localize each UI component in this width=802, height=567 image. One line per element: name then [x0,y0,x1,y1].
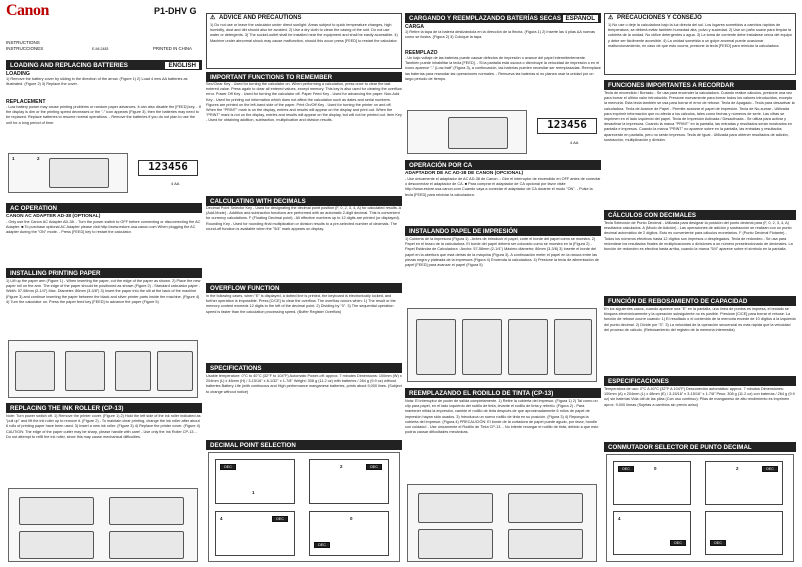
ink-text: Note: Turn power switch off. 1) Remove the printer cover. (Figure 1) 2) Hold the left side of the ink roller indicated as "pull up" and lift the ink roller up to remove it. (Figure 2) - To maintain clear printing, change the ink roller after about 6 rolls of printing paper have been used. 3) Insert a new ink roller. (Figure 3) 4) Replace the printer cover. (Figure 4) CAUTION: The edge of the paper cutter may be sharp, please handle with care! - Use only the Ink Roller CP-13. - Do not attempt to refill the ink roller, since this may cause mechanical difficulties. [6,414,201,439]
ac-text: - Only use the Canon AC Adapter AD-38. - Turn the power switch to OFF before connecting or disconnecting the AC Adapter. ■ To purchase optional AC Adapter please visit http://www.estore.usa.canon.com When plugging the AC adapter during the "ON" mode. - Press [FEED] key to restart the calculator. [6,220,201,235]
conmutador-figure [606,454,794,562]
warning-icon: ⚠ [608,15,614,21]
section-header-decimals: CALCULATING WITH DECIMALS [206,196,402,206]
section-header-conmutador: CONMUTADOR SELECTOR DE PUNTO DECIMAL [604,442,796,452]
calc-illustration-paper-2 [65,351,105,391]
section-header-rebosamiento: FUNCIÓN DE REBOSAMIENTO DE CAPACIDAD [604,296,796,306]
dp-switch-label: DEC [762,466,778,472]
column-spanish-left [405,0,601,567]
dp-value-label: 4 [618,516,621,521]
section-header-paper: INSTALLING PRINTING PAPER [6,268,202,278]
precauciones-text: 1) No use o deje la calculadora bajo la luz directa del sol. Los lugares sometidos a cambios rápidos de temperatura, se deberá evitar también humedad alta, polvo y suciedad. 2) Use un paño suave para limpiar la cubierta de la unidad. No utilice detergentes o agua. 3) La toma de corriente debe instalarse cerca del equipo y debe ser fácilmente accesible. 4) La unidad sometida a un golpe anormal puede ocasionar malfuncionamiento, en caso de que esto ocurra, presione la tecla [FEED] para reiniciar la calculadora. [608,23,792,48]
replacement-subtitle: REPLACEMENT [6,99,46,105]
section-header-decimales: CÁLCULOS CON DECIMALES [604,210,796,220]
dp-switch-label: DEC [710,540,726,546]
language-badge-english: ENGLISH [165,62,199,69]
calc-illustration-paper-3 [115,351,151,391]
replacement-text: - Low battery power may cause printing problems or random paper advances. It can also disable the [FEED] key. - If the display is dim or the printing speed decreases or the "-" icon appears (Figure 3), then the batteries may need to be replaced. Replace batteries to resume normal operations. - Remove the batteries if you do not plan to use the unit for a long period of time. [6,105,201,125]
column-spanish-right [604,0,798,567]
column-english-right [206,0,402,567]
dp-panel-3 [215,511,295,556]
section-header-especificaciones: ESPECIFICACIONES [604,376,796,386]
overflow-text: In the following cases, when "E" is displayed, a dotted line is printed, the keyboard is electronically locked, and further operation is impossible. Press [C/CE] to clear the overflow. The overflow occurs when: 1) The result or the memory content exceeds 12 digits to the left of the decimal point. 2) Dividing by "0". 3) The sequential operation speed is faster than the calculation processing speed. (Buffer Register Overflow) [206,294,396,314]
battery-figure [8,153,128,193]
advice-box [206,13,402,69]
dp-panel-2 [309,459,389,504]
section-header-funciones: FUNCIONES IMPORTANTES A RECORDAR [604,80,796,90]
figure-number-1: 1 [252,490,255,495]
calc-illustration-rodillo-3 [418,529,493,559]
precauciones-box [604,13,796,75]
calculator-back-illustration [448,117,508,149]
section-header-ca: OPERACIÓN POR CA [405,160,601,170]
battery-count-label: 4 AA [570,140,579,145]
functions-text: Sec/Clear Key - Used for turning the calculator on. When performing a calculation, press once to clear the last entered value. Press again to clear all entered values, except memory. This key is also used for clearing the overflow error. Power Off Key - Used for turning the calculator off. Paper Feed Key - Used for advancing the paper. Non-Add Key - Used for printing out information which does not affect the calculation such as dates and serial numbers. Figures are printed on the left-hand side of the paper. Print On/Off Key - Used for turning the printer on and off. When the "PRINT" mark is on the display, entries and results will appear on the display and print out. When the "PRINT" mark is not on the display, entries and results will appear on the display, but will not be printed out. Item Key - Used for obtaining addition, subtraction, multiplication and division results. [206,82,402,123]
section-header-loading: LOADING AND REPLACING BATTERIES ENGLISH [6,60,202,70]
calc-illustration-papel-3 [508,319,548,375]
battery-count-label: 4 AA [171,181,180,186]
language-badge-espanol: ESPAÑOL [563,15,598,22]
papel-text: 1) Cubierta de la impresora (Figura 1) - Antes de introducir el papel, corte el borde del papel como se muestra. 2) Papel en el brazo de la calculadora. El borde del papel deberá ser colocado como se muestra en la (Figura 2) - Papel Estándar de Calculadora : Ancho: 57-58mm (2-1/4") Máximo diámetro: 86mm (3-3/8) 3) Inserte el borde del papel en la abertura que está detrás de la máquina (Figura 3). A continuación meter el papel en la ranura entre las piezas negra y plateada de la impresora (Figura 4) Encienda la calculadora. 4) Presione la tecla de alimentación de papel [FEED] para avanzar el papel (Figura 5) [405,237,599,268]
carga-subtitle: CARGA [405,24,425,30]
instructions-en-label: INSTRUCTIONS [6,40,40,45]
calc-illustration-paper-1 [15,351,55,391]
dp-panel-4 [705,511,783,555]
reemplazo-subtitle: REEMPLAZO [405,50,438,56]
section-header-papel: INSTALANDO PAPEL DE IMPRESIÓN [405,226,601,236]
dp-value-label: 4 [220,516,223,521]
papel-figure [407,308,597,382]
loading-text: 1) Remove the battery cover by sliding in the direction of the arrow. (Figure 1) 2) Load 4 new AA batteries as illustrated. (Figure 2) 3) Replace the cover. [6,77,188,87]
decimal-point-figure [208,452,400,562]
calc-illustration-ink-3 [19,531,94,559]
dp-panel-1 [613,461,691,505]
specs-text: Usable temperature: 0°C to 40°C (32°F to 104°F) Automatic Power-off: approx. 7 minutes Dimensions: 100mm (W) x 204mm (L) x 48mm (H) / 3-15/16" x 8-1/32" x 1-7/8" Weight: 308 g (11.2 oz) with batteries / 264 g (9.9 oz) without batteries Battery Life (with continuous and High performance manganese batteries, prints about 9,000 lines. (Subject to change without notice) [206,374,402,394]
printed-in-label: PRINTED IN CHINA [153,46,192,51]
section-header-overflow: OVERFLOW FUNCTION [206,283,402,293]
paper-install-figure [8,340,198,398]
calc-illustration-paper-4 [157,351,193,391]
section-header-decimal-point: DECIMAL POINT SELECTION [206,440,402,450]
dp-switch-label: DEC [220,464,236,470]
section-header-rodillo: REEMPLAZANDO EL RODILLO DE TINTA (CP-13) [405,388,601,398]
warning-icon: ⚠ [210,15,216,21]
calc-illustration-rodillo-2 [508,493,583,523]
paper-text: 1) Lift up the paper arm (Figure 1) - When inserting the paper, cut the edge of the paper as shown. 2) Place the new paper roll on the arm. The edge of the paper should be positioned as shown (Figure 2) - Standard calculator paper - Width: 57-58mm (2-1/4") Max. Diameter: 86mm (3-3/8") 3) Insert the paper into the slit at the back of the machine (Figure 3) and continue inserting the paper between the black and silver printer parts inside the machine. (Figure 4) 4) Turn the calculator on. Press the paper feed key [FEED] to advance the paper (Figure 5) [6,279,201,304]
ca-subtitle: ADAPTADOR DE AC AD-38 DE CANON (OPCIONAL) [405,171,524,176]
precauciones-title: PRECAUCIONES Y CONSEJO [617,15,702,21]
model-name: P1-DHV G [154,6,197,16]
figure-number-1: 1 [12,156,15,161]
calc-illustration-ink-1 [19,497,94,525]
brand-logo: Canon [6,2,49,19]
carga-text: 1) Retire la tapa de la batería deslizándola en la dirección de la flecha. (Figura 1) 2) Inserte las 4 pilas AA nuevas como se ilustra. (Figura 2) 3) Coloque la tapa. [405,30,595,40]
ac-subtitle: CANON AC ADAPTER AD-38 (OPTIONAL) [6,214,101,219]
dp-switch-label: DEC [618,466,634,472]
ink-roller-figure [8,488,198,562]
dp-panel-3 [613,511,691,555]
calc-illustration-ink-2 [109,497,184,525]
dp-value-label: 0 [350,516,353,521]
rodillo-figure [407,484,597,562]
calc-illustration-papel-2 [462,319,502,375]
ca-text: - Use únicamente el adaptador de AC AD-38 de Canon. - Gire el interruptor de encendido en OFF antes de conectar o desconectar el adaptador de CA. ■ Para comprar el adaptador de CA opcional por favor visite http://www.estore.usa.canon.com Cuando vaya a conectar el adaptador de CA durante el modo "ON". - Pulse la tecla [FEED] para reiniciar la calculadora. [405,177,601,197]
bateria-figure [407,110,527,154]
dp-switch-label: DEC [272,516,288,522]
rodillo-text: Nota: El interruptor de poder de salida completamente. 1) Retire la cubierta del impresor. (Figura 1) 2) Tal como un clip para papel, en el lado izquierdo del rodillo de tinta, levante el rodillo de tinta y retírelo. (Figura 2) - Para mantener nítida la impresión, cambie el rodillo de tinta después de que aproximadamente 6 rollos de papel de impresión hayan sido usados. 3) Introduzca un nuevo rodillo de tinta en su posición. (Figura 3) 4) Reponga la cubierta del impresor. (Figura 4) PRECAUCIÓN: El borde de la cortadora de papel puede agudo, por favor, hondle con cuidado! - Use únicamente el Rodillo de Tinta CP-13. - No intente recargar el rodillo de tinta, debido a que esto podría causar dificultades mecánicas. [405,399,599,435]
dp-value-label: 2 [340,464,343,469]
loading-subtitle: LOADING [6,71,30,77]
section-header-baterias: CARGANDO Y REEMPLAZANDO BATERÍAS SECAS ESPAÑOL [405,13,601,23]
section-header-ac: AC OPERATION [6,203,202,213]
section-header-ink: REPLACING THE INK ROLLER (CP-13) [6,403,202,413]
calc-illustration-rodillo-4 [508,529,583,559]
reemplazo-text: - Un bajo voltaje de las baterías puede causar defectos de impresión o avance del papel intermitentemente. También puede inhabilitar la tecla [FEED]. - Si la pantalla está oscura o disminuye la velocidad de impresión o en el ícono aparece "-" (Low-batt" (Figura 3), a continuación, las baterías pueden necesitar ser reemplazadas. Reemplace las baterías para reanudar las operaciones normales. - Remueva las baterías si no planea usar la unidad por un largo período de tiempo. [405,56,601,81]
dp-panel-1 [215,459,295,504]
rebosamiento-text: En los siguientes casos, cuando aparece una "E" en la pantalla, una línea de puntos es impresa, el teclado se bloquea electrónicamente y la operación subsiguiente no es posible. Presione [C/CE] para borrar el rebose. La función de rebose ocurre cuando: 1) El resultado o el contenido de la memoria excede de 10 dígitos a la izquierda del punto decimal. 2) Divide por "0". 3) La velocidad de la operación secuencial es más rápida que la velocidad del proceso de cálculo. (Rebosamiento del registro de la memoria intermedia) [604,307,796,332]
calc-illustration-papel-1 [416,319,456,375]
dp-value-label: 0 [654,466,657,471]
advice-title: ADVICE AND PRECAUTIONS [219,15,302,21]
dp-panel-4 [309,511,389,556]
dp-value-label: 2 [736,466,739,471]
dp-switch-label: DEC [314,542,330,548]
section-header-specs: SPECIFICATIONS [206,363,402,373]
dp-panel-2 [705,461,783,505]
calc-illustration-rodillo-1 [418,493,493,523]
calculator-back-illustration [49,158,109,188]
part-code: E-IM-2483 [92,47,109,51]
decimals-text: Decimal Point Selector Key - Used for designating the decimal point position (F, 0, 2, 3, 4, A) for calculated results. A (Add-Mode) - Addition and subtraction functions are performed with an automatic 2-digit decimal. This is convenient for currency calculations. F (Floating Decimal point) - All effective numbers up to 12 digits are printed (or displayed). Rounding Key - Used for rounding final multiplication or division results to a pre-selected number of decimals. The round-off function is available when the "5/4" mark appears on display. [206,206,402,231]
especificaciones-text: Temperatura de uso: 0°C A 40°C (32°F A 104°F) Desconexión automática: approx. 7 minutos Dimensiones: 100mm (A) x 204mm (L) x 48mm (E) / 3-15/16" x 3-15/16" x 1-7/8" Peso: 308 g (11.2 oz) con baterías / 264 g (9.9 oz) sin baterías Vida útil de las pilas (Con uso continuo): Pilas de manganeso de alto rendimiento es imprimen aprox. 9,000 líneas (Sujetas a cambios sin previo aviso) [604,387,795,407]
calculator-display: 123456 [138,160,198,176]
decimales-text: Tecla Selección de Punto Decimal - Utilizada para designar la posición del punto decimal para (F, 0, 2, 3, 4, A) resultados calculados. A (Modo de Adición) - Las operaciones de adición y sustracción se realizan con un punto decimal automático de 2 dígitos. Esto es conveniente para cálculos monetarios. F (Punto Decimal Flotante) - Todos los números efectivos hasta 12 dígitos son impresos o desplegados. Tecla de redondeo - Se usa para redondear los resultados finales de multiplicaciones o divisiones a un número preseleccionado de decimales. La función de redondeo es efectiva hasta arriba, cuando la marca "5/4" aparece sobre el símbolo en la pantalla. [604,221,793,252]
funciones-text: Tecla de encendido / Borrado - Se usa para encender la calculadora. Cuando realice cálculos, presione una vez para borrar el último valor introducido. Presione nuevamente para borrar todos los valores introducidos, excepto la memoria. Esta tecla también se usa para borrar el error de rebose. Tecla de Apagado - Tecla para desactivar la calculadora. Tecla de Avance de Papel - Permite avanzar el papel de impresión. Tecla de No-sumar - Utilizada para imprimir información que no afecta a los cálculos, tales como fechas y números de serie. Las cifras se imprimen en el lado izquierdo del papel. Tecla de Impresión Activada / Desactivada - Se utiliza para activar y desactivar la impresora. Cuando la marca "PRINT" en la pantalla, las entradas y resultados serán mostrados en pantalla e impresos. Cuando la marca "PRINT" no aparece sobre en la pantalla, las entradas y resultados aparecerán en pantalla, pero no serán impresos. Tecla de Igual - Utilizada para obtener resultados de adición, sustracción, multiplicación y división. [604,91,795,142]
calc-illustration-papel-4 [554,319,592,375]
dp-switch-label: DEC [670,540,686,546]
section-header-functions: IMPORTANT FUNCTIONS TO REMEMBER [206,72,402,82]
instructions-es-label: INSTRUCCIONES [6,46,44,51]
calculator-display: 123456 [537,118,597,134]
figure-number-2: 2 [37,156,40,161]
calc-illustration-ink-4 [109,531,184,559]
advice-text: 1) Do not use or leave the calculator under direct sunlight. Areas subject to quick temperature changes, high humidity, dust and dirt should also be avoided. 2) Use a dry cloth to clean the casing of the unit. Do not use water or detergents. 3) The socket-outlet shall be installed near the equipment and shall be easily accessible. 4) Machine under abnormal shock may cause malfunction, should this occur press [FEED] to restart the calculator. [210,23,398,43]
column-english-left [6,0,202,567]
dp-switch-label: DEC [366,464,382,470]
